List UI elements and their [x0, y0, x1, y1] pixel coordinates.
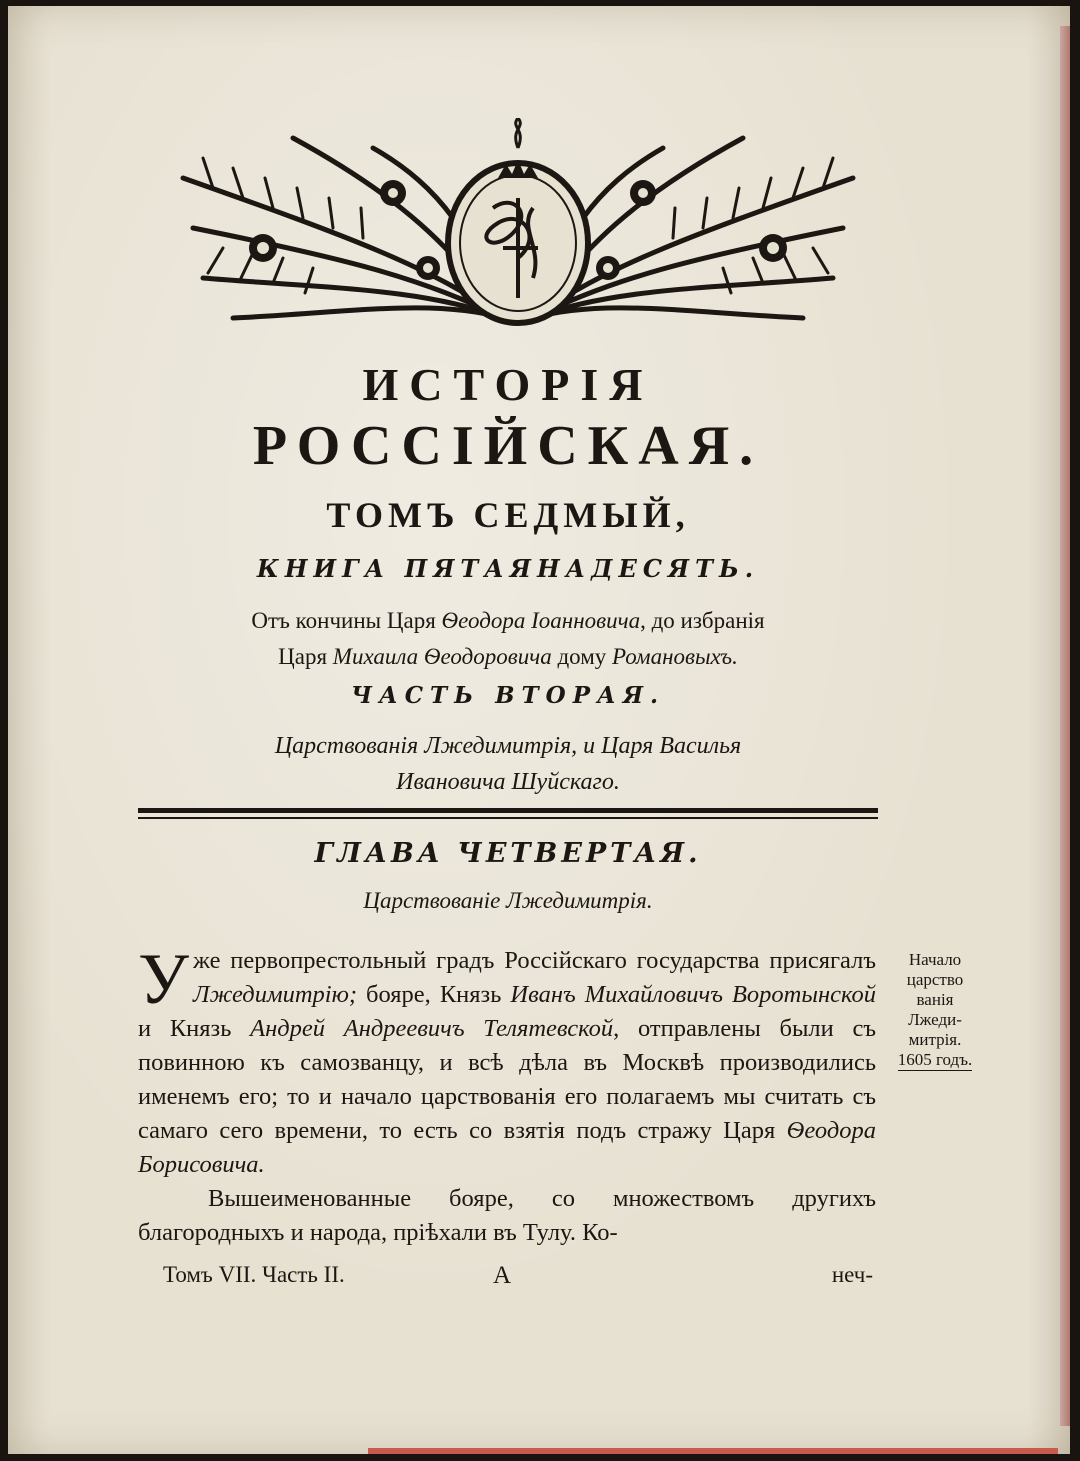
- body-span-italic: Лжедимитрію;: [192, 981, 358, 1008]
- book-page: [8, 6, 1070, 1454]
- margin-note-line: Начало: [908, 950, 962, 969]
- subtitle-line-1: [128, 603, 888, 639]
- double-rule: [138, 808, 878, 813]
- subtitle-text: Отъ кончины Царя: [251, 608, 442, 633]
- chapter-subtitle: Царствованіе Лжедимитрія.: [363, 888, 653, 913]
- footer-catchword: неч-: [831, 1262, 873, 1287]
- subtitle-text: Царя: [278, 644, 333, 669]
- ornament-vignette: [173, 118, 863, 333]
- reign-line-1: Царствованія Лжедимитрія, и Царя Василья: [274, 733, 742, 759]
- body-span: , отправлены были съ повинною къ самозванцу, и всѣ дѣла въ Москвѣ производились именемъ его; то и начало царствованія его полагаемъ мы считать съ самаго сего времени, то есть со взятія подъ стражу Царя: [138, 1015, 877, 1144]
- footer-signature: А: [493, 1262, 512, 1289]
- subtitle-name: Ѳеодора Іоанновича: [441, 608, 641, 633]
- subtitle-name: Романовыхъ.: [612, 644, 738, 669]
- title-line-2: РОССІЙСКАЯ.: [252, 415, 764, 477]
- chapter-title: ГЛАВА ЧЕТВЕРТАЯ.: [314, 838, 702, 869]
- part-heading: ЧАСТЬ ВТОРАЯ.: [350, 682, 666, 709]
- title-line-1: ИСТОРІЯ: [362, 359, 654, 410]
- body-text: [138, 939, 877, 1250]
- paragraph-1: [138, 939, 877, 1182]
- book-heading: КНИГА ПЯТАЯНАДЕСЯТЬ.: [256, 554, 760, 583]
- body-span-italic: Ѳеодора Борисовича.: [138, 1117, 876, 1178]
- margin-note: [880, 950, 990, 1071]
- drop-cap: У: [138, 939, 189, 1019]
- subtitle-block: [128, 603, 888, 675]
- body-span-italic: Иванъ Михайловичъ Воротынской: [510, 981, 876, 1008]
- subtitle-text: , до избранія: [640, 608, 765, 633]
- body-span: бояре, Князь: [357, 981, 511, 1008]
- body-span-italic: Андрей Андреевичъ Телятевской: [250, 1015, 614, 1042]
- page-footer: [163, 1262, 873, 1296]
- subtitle-line-2: [128, 639, 888, 675]
- reign-heading: [128, 728, 888, 800]
- margin-note-line: ванія: [916, 990, 954, 1009]
- body-span: же первопрестольный градъ Россійскаго государства присягалъ: [192, 947, 876, 974]
- margin-note-line: Лжеди-: [908, 1010, 962, 1029]
- reign-line-2: Ивановича Шуйскаго.: [396, 769, 620, 795]
- footer-volume: Томъ VII. Часть II.: [163, 1262, 345, 1287]
- margin-note-line: царство: [906, 970, 964, 989]
- page-edge-bottom: [368, 1448, 1058, 1454]
- paragraph-2: Вышеименованные бояре, со множествомъ другихъ благородныхъ и народа, пріѣхали въ Тулу. Ко-: [138, 1185, 876, 1246]
- page-edge-red: [1060, 26, 1070, 1426]
- subtitle-name: Михаила Ѳеодоровича: [332, 644, 552, 669]
- subtitle-text: дому: [551, 644, 613, 669]
- double-rule-thin: [138, 817, 878, 819]
- volume-heading: ТОМЪ СЕДМЫЙ,: [326, 495, 690, 535]
- body-span: и Князь: [138, 1015, 251, 1042]
- margin-note-year: 1605 годъ.: [897, 1050, 973, 1069]
- margin-note-line: митрія.: [908, 1030, 962, 1049]
